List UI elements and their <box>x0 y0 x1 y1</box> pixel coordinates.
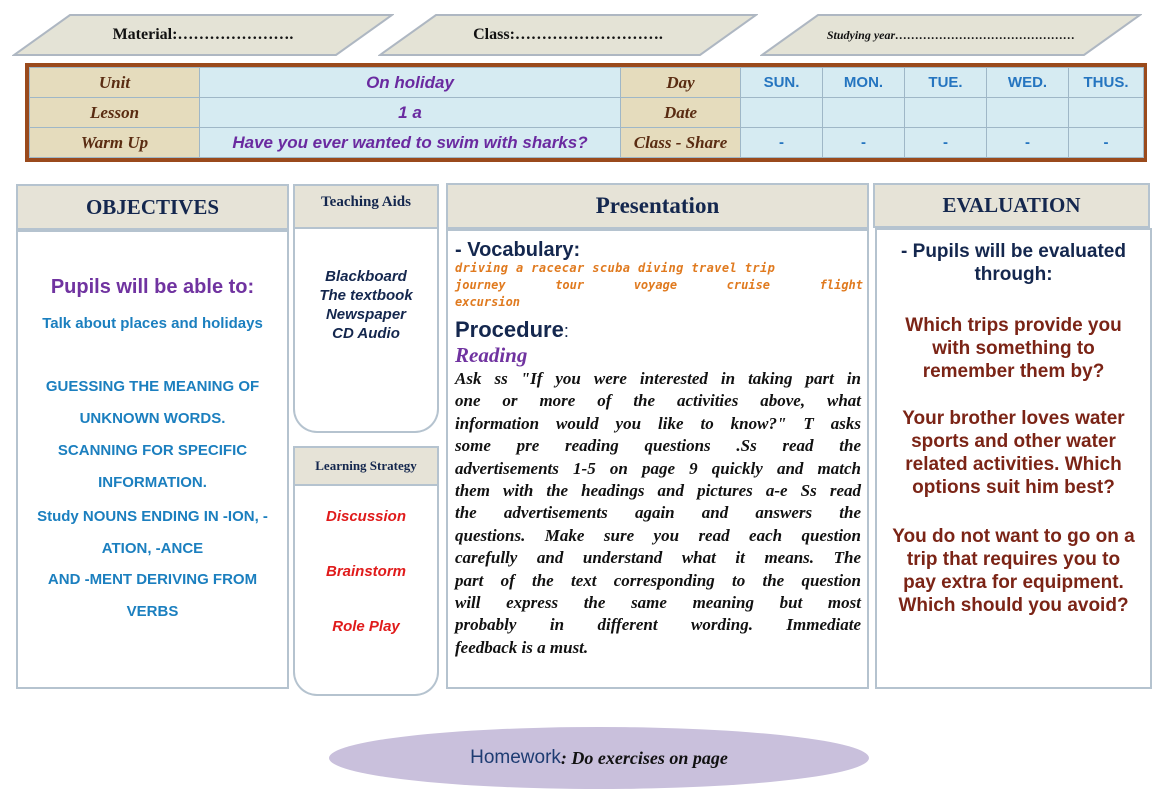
teaching-aid-item: CD Audio <box>332 325 400 342</box>
objective-item: GUESSING THE MEANING OF <box>45 378 260 395</box>
objective-item: AND -MENT DERIVING FROM <box>47 571 258 588</box>
strategy-item: Role Play <box>332 618 400 635</box>
learning-strategy-title: Learning Strategy <box>293 446 439 486</box>
objective-item: Study NOUNS ENDING IN -ION, - <box>37 508 268 525</box>
teaching-aid-item: The textbook <box>319 287 413 304</box>
warmup-value: Have you ever wanted to swim with sharks? <box>200 128 621 158</box>
reading-label: Reading <box>455 343 528 367</box>
objective-item: UNKNOWN WORDS. <box>79 410 226 427</box>
vocabulary-word: voyage <box>633 278 678 292</box>
presentation-panel <box>446 229 869 689</box>
lesson-info-table <box>25 63 1147 162</box>
date-cell <box>905 98 987 128</box>
reading-line: them with the headings and pictures a-e Ss read <box>455 481 861 501</box>
class-box <box>378 14 758 56</box>
objectives-panel <box>16 230 289 689</box>
share-cell: - <box>1069 128 1144 158</box>
unit-value: On holiday <box>200 68 621 98</box>
day-sun: SUN. <box>741 68 823 98</box>
strategy-item: Discussion <box>325 508 407 525</box>
evaluation-question-line: pay extra for equipment. <box>903 572 1124 593</box>
reading-line: will express the same meaning but most <box>455 593 861 613</box>
teaching-aids-panel <box>293 229 439 433</box>
evaluation-question-line: Which should you avoid? <box>898 595 1129 616</box>
objectives-line1: Talk about places and holidays <box>42 315 263 332</box>
reading-line: one or more of the activities above, what <box>455 391 861 411</box>
date-cell <box>987 98 1069 128</box>
learning-strategy-panel <box>293 486 439 696</box>
evaluation-question-line: You do not want to go on a <box>892 526 1135 547</box>
date-cell <box>741 98 823 128</box>
teaching-aid-item: Blackboard <box>325 268 407 285</box>
objectives-title: OBJECTIVES <box>16 184 289 230</box>
homework-ellipse <box>329 727 869 789</box>
share-cell: - <box>987 128 1069 158</box>
reading-line: feedback is a must. <box>455 637 589 657</box>
lesson-value: 1 a <box>200 98 621 128</box>
vocabulary-label: - Vocabulary: <box>455 239 581 261</box>
vocabulary-word: journey <box>455 278 506 292</box>
unit-label: Unit <box>30 68 200 98</box>
evaluation-question-line: with something to <box>932 338 1095 359</box>
day-thu: THUS. <box>1069 68 1144 98</box>
vocabulary-line: driving a racecar scuba diving travel trip <box>455 261 776 275</box>
date-label: Date <box>621 98 741 128</box>
share-cell: - <box>905 128 987 158</box>
reading-line: some pre reading questions .Ss read the <box>455 436 861 456</box>
reading-line: probably in different wording. Immediate <box>455 615 861 635</box>
evaluation-panel <box>875 228 1152 689</box>
evaluation-question-line: options suit him best? <box>912 477 1115 498</box>
objective-item: VERBS <box>126 603 179 620</box>
day-tue: TUE. <box>905 68 987 98</box>
evaluation-question-line: trip that requires you to <box>906 549 1121 570</box>
evaluation-intro: through: <box>974 264 1053 285</box>
material-box <box>12 14 394 56</box>
studying-year-label: Studying year……………………………………… <box>826 27 1076 42</box>
evaluation-title: EVALUATION <box>873 183 1150 228</box>
evaluation-question-line: related activities. Which <box>905 454 1122 475</box>
vocabulary-word: tour <box>555 278 585 292</box>
studying-year-box <box>760 14 1142 56</box>
reading-line: carefully and understand what it means. The <box>455 548 861 568</box>
evaluation-question-line: Which trips provide you <box>905 315 1122 336</box>
share-cell: - <box>823 128 905 158</box>
teaching-aid-item: Newspaper <box>325 306 407 323</box>
share-cell: - <box>741 128 823 158</box>
date-cell <box>823 98 905 128</box>
evaluation-question-line: Your brother loves water <box>902 408 1125 429</box>
reading-line: advertisements 1-5 on page 9 quickly and match <box>455 458 861 478</box>
objectives-intro: Pupils will be able to: <box>50 276 255 298</box>
date-cell <box>1069 98 1144 128</box>
homework-text: : Do exercises on page <box>560 747 728 768</box>
vocabulary-word: cruise <box>726 278 771 292</box>
reading-line: Ask ss "If you were interested in taking part in <box>455 369 861 388</box>
reading-line: information would you like to know?" T asks <box>455 413 861 433</box>
reading-line: part of the text corresponding to the question <box>455 570 861 590</box>
lesson-label: Lesson <box>30 98 200 128</box>
warmup-label: Warm Up <box>30 128 200 158</box>
reading-line: the advertisements again and answers the <box>455 503 861 523</box>
teaching-aids-title: Teaching Aids <box>293 184 439 229</box>
homework-label: Homework <box>470 747 561 768</box>
vocabulary-line: excursion <box>455 295 521 309</box>
evaluation-intro: - Pupils will be evaluated <box>901 241 1126 262</box>
class-share-label: Class - Share <box>621 128 741 158</box>
evaluation-question-line: sports and other water <box>911 431 1116 452</box>
class-label: Class:………………………. <box>473 26 663 43</box>
vocabulary-word: flight <box>819 278 863 292</box>
day-wed: WED. <box>987 68 1069 98</box>
procedure-colon: : <box>563 321 569 341</box>
day-label: Day <box>621 68 741 98</box>
objective-item: SCANNING FOR SPECIFIC <box>57 442 248 459</box>
objective-item: ATION, -ANCE <box>101 540 204 557</box>
evaluation-question-line: remember them by? <box>922 361 1105 382</box>
objective-item: INFORMATION. <box>98 474 207 491</box>
presentation-title: Presentation <box>446 183 869 229</box>
material-label: Material:…………………. <box>112 26 294 43</box>
reading-line: questions. Make sure you read each question <box>455 525 861 545</box>
procedure-label: Procedure <box>455 317 564 342</box>
day-mon: MON. <box>823 68 905 98</box>
strategy-item: Brainstorm <box>325 563 407 580</box>
